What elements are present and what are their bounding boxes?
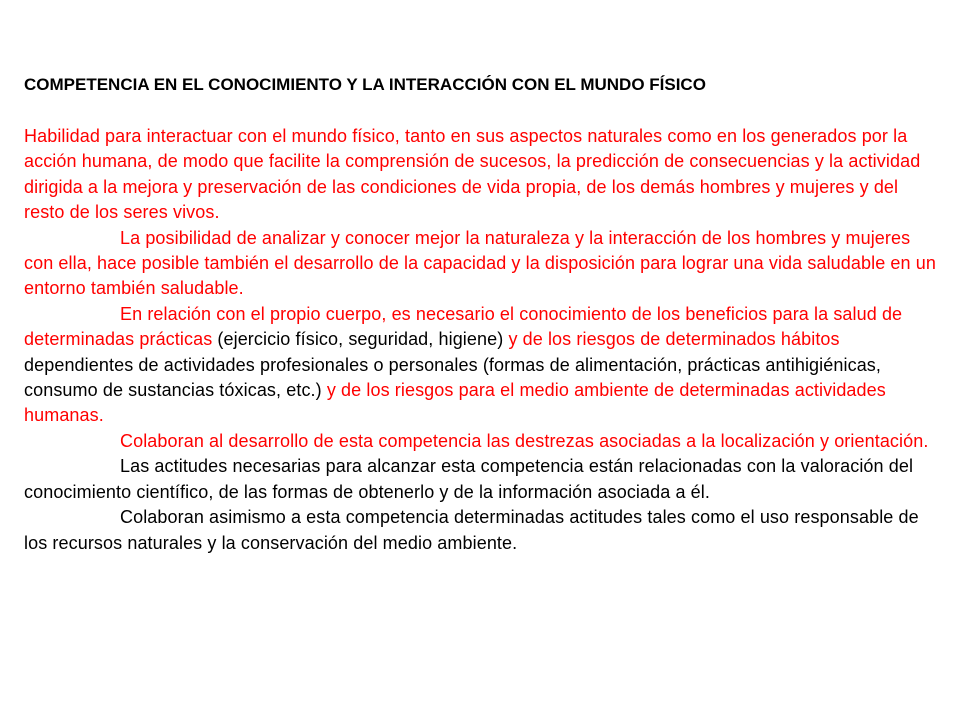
paragraph-attitudes: Las actitudes necesarias para alcanzar esta competencia están relacionadas con la valoración del conocimiento científico, de las formas de obtenerlo y de la información asociada a él.: [24, 456, 914, 502]
paragraph-orientation-skills: Colaboran al desarrollo de esta competencia las destrezas asociadas a la localización y orientación.: [120, 430, 929, 451]
body-health-text-4: dependientes de actividades profesionales o personales (formas de alimentación, prácticas antihigiénicas, consumo de sustancias tóxicas, etc.): [24, 354, 881, 401]
paragraph-responsible-use: Colaboran asimismo a esta competencia determinadas actitudes tales como el uso responsable de los recursos naturales y la conservación del medio ambiente.: [24, 507, 919, 553]
paragraph-body-health: [24, 302, 942, 429]
body-health-text-3: y de los riesgos de determinados hábitos: [508, 329, 840, 350]
page-title: COMPETENCIA EN EL CONOCIMIENTO Y LA INTERACCIÓN CON EL MUNDO FÍSICO: [24, 75, 706, 94]
title-spacer: [24, 98, 942, 124]
body-health-text-2: (ejercicio físico, seguridad, higiene): [212, 329, 509, 350]
slide-content: [24, 72, 942, 556]
paragraph-nature-health: La posibilidad de analizar y conocer mejor la naturaleza y la interacción de los hombres y mujeres con ella, hace posible también el desarrollo de la capacidad y la disposición para lograr una vida saludable en un entorno también saludable.: [24, 227, 936, 299]
body-health-text-1: En relación con el propio cuerpo, es necesario el conocimiento de los beneficios para la salud de determinadas prácticas: [24, 303, 903, 350]
body-health-text-5: y de los riesgos para el medio ambiente de determinadas actividades humanas.: [24, 380, 886, 426]
paragraph-definition: Habilidad para interactuar con el mundo físico, tanto en sus aspectos naturales como en los generados por la acción humana, de modo que facilite la comprensión de sucesos, la predicción de consecuencias y la actividad dirigida a la mejora y preservación de las condiciones de vida propia, de los demás hombres y mujeres y del resto de los seres vivos.: [24, 126, 921, 223]
